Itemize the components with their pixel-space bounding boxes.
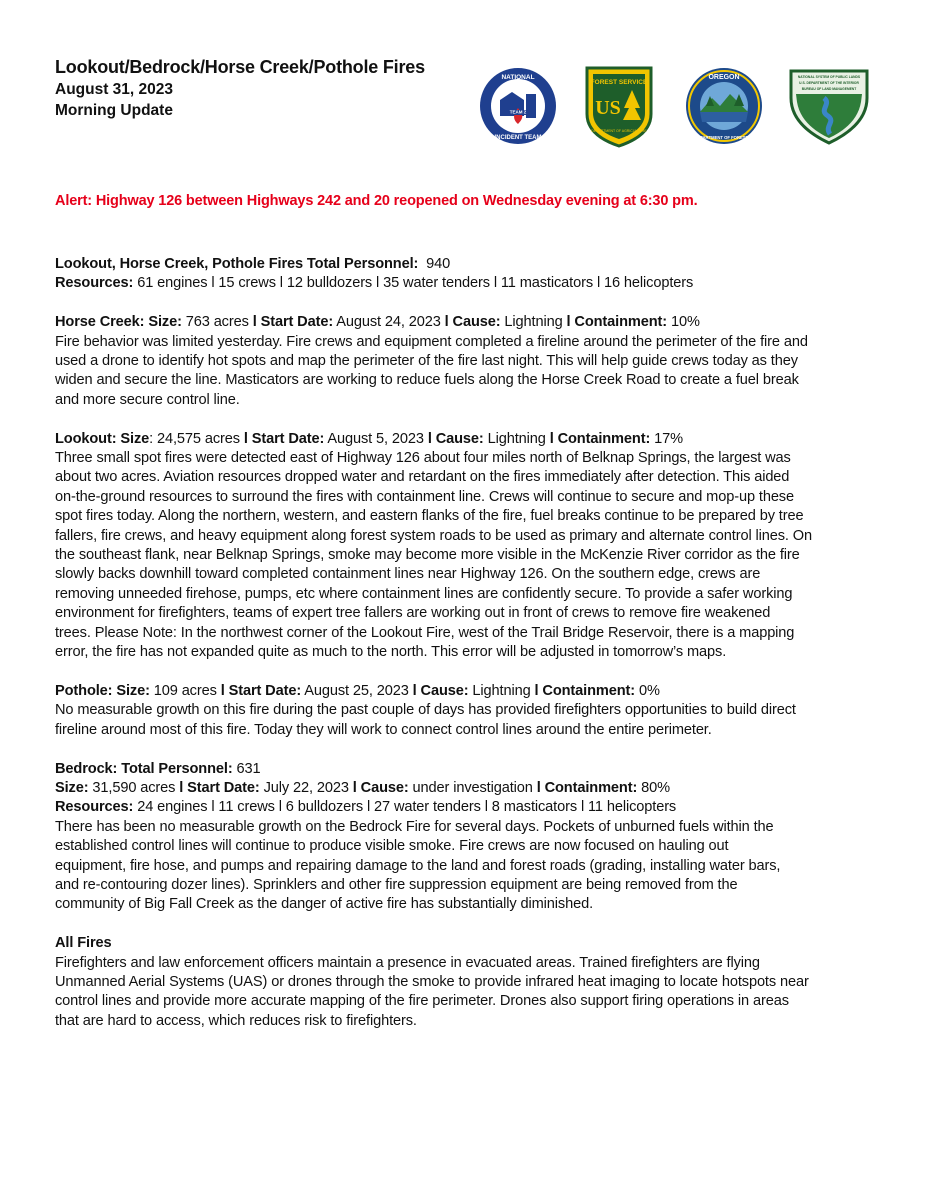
stat-label: Cause: <box>360 779 409 796</box>
bedrock-stats <box>55 779 875 798</box>
svg-text:DEPARTMENT OF AGRICULTURE: DEPARTMENT OF AGRICULTURE <box>591 129 647 133</box>
forest-service-logo <box>583 64 655 148</box>
stat-label: Cause: <box>420 682 469 699</box>
svg-text:BUREAU OF LAND MANAGEMENT: BUREAU OF LAND MANAGEMENT <box>801 87 857 91</box>
separator: l <box>412 682 417 699</box>
bedrock-cause: under investigation <box>412 779 533 796</box>
svg-text:DEPARTMENT OF FORESTRY: DEPARTMENT OF FORESTRY <box>694 135 754 140</box>
lookout-line: removing unneeded firehose, pumps, etc where containment lines are confidently secure. To provide a safer working <box>55 585 793 602</box>
separator: l <box>179 779 184 796</box>
agency-logos <box>478 66 873 146</box>
lookout-line: Three small spot fires were detected east of Highway 126 about four miles north of Belknap Springs, the largest was <box>55 450 791 467</box>
bedrock-size: 31,590 acres <box>92 779 176 796</box>
svg-text:INCIDENT TEAM: INCIDENT TEAM <box>494 135 542 141</box>
stat-label: Size: <box>116 682 150 699</box>
stat-label: Containment: <box>542 682 636 699</box>
stat-label: Size: <box>55 779 89 796</box>
lookout-line: on-the-ground resources to surround the fires with containment line. Crews will continue to secure and mop-up these <box>55 488 794 505</box>
stat-label: Containment: <box>544 779 638 796</box>
lookout-line: spot fires today. Along the northern, western, and eastern flanks of the fire, fuel breaks continue to be prepared by tree <box>55 508 804 525</box>
separator: l <box>444 314 449 331</box>
lookout-line: trees. Please Note: In the northwest corner of the Lookout Fire, west of the Trail Bridge Reservoir, there is a mapping <box>55 624 795 641</box>
lookout-stats <box>55 430 875 449</box>
separator: l <box>352 779 357 796</box>
document-edition: Morning Update <box>55 102 173 119</box>
stat-label: Start Date: <box>187 779 260 796</box>
all-fires-line: Firefighters and law enforcement officers maintain a presence in evacuated areas. Trained firefighters are flying <box>55 954 760 971</box>
oregon-department-of-forestry-logo <box>684 66 764 146</box>
pothole-cause: Lightning <box>472 682 531 699</box>
bedrock-resources <box>55 798 875 817</box>
fire-update-content <box>55 255 875 1031</box>
stat-label: Start Date: <box>260 314 334 331</box>
lookout-size: : 24,575 acres <box>149 430 240 447</box>
bureau-of-land-management-logo <box>788 68 870 146</box>
stat-label: Cause: <box>452 314 501 331</box>
horse-creek-start-date: August 24, 2023 <box>336 314 441 331</box>
svg-text:NATIONAL: NATIONAL <box>501 74 535 81</box>
separator: l <box>536 779 541 796</box>
bedrock-line: There has been no measurable growth on the Bedrock Fire for several days. Pockets of unburned fuels within the <box>55 818 774 835</box>
separator: l <box>534 682 539 699</box>
all-fires-heading <box>55 934 875 953</box>
pothole-name: Pothole: <box>55 682 113 699</box>
national-incident-team-logo <box>478 66 558 146</box>
road-alert: Alert: Highway 126 between Highways 242 and 20 reopened on Wednesday evening at 6:30 pm. <box>55 193 698 209</box>
all-fires-line: that are hard to access, which reduces risk to firefighters. <box>55 1012 417 1029</box>
svg-text:OREGON: OREGON <box>708 74 740 81</box>
lookout-line: slowly backs downhill toward completed containment lines near Highway 126. On the southern edge, crews are <box>55 566 761 583</box>
lookout-line: the southeast flank, near Belknap Springs, smoke may become more visible in the McKenzie River corridor as the fire <box>55 547 800 564</box>
pothole-start-date: August 25, 2023 <box>304 682 409 699</box>
stat-label: Containment: <box>574 314 668 331</box>
horse-creek-containment: 10% <box>670 314 700 331</box>
document-header <box>55 56 425 121</box>
bedrock-line: community of Big Fall Creek as the danger of active fire has substantially diminished. <box>55 896 594 913</box>
lookout-line: about two acres. Aviation resources dropped water and retardant on the fires immediately after detection. This aided <box>55 469 790 486</box>
lookout-cause: Lightning <box>487 430 546 447</box>
bedrock-start-date: July 22, 2023 <box>263 779 349 796</box>
lookout-containment: 17% <box>654 430 683 447</box>
bedrock-line: and re-contouring dozer lines). Sprinklers and other fire suppression equipment are being removed from the <box>55 876 738 893</box>
separator: l <box>252 314 257 331</box>
document-title: Lookout/Bedrock/Horse Creek/Pothole Fires <box>55 57 425 77</box>
separator: l <box>427 430 432 447</box>
summary-personnel-value: 940 <box>426 256 451 272</box>
bedrock-containment: 80% <box>641 779 670 796</box>
horse-creek-cause: Lightning <box>504 314 563 331</box>
all-fires-line: Unmanned Aerial Systems (UAS) or drones through the smoke to provide infrared heat imaging to locate hotspots near <box>55 973 809 990</box>
horse-creek-stats <box>55 313 875 332</box>
separator: l <box>220 682 225 699</box>
lookout-line: error, the fire has not expanded quite as much to the north. This error will be adjusted in tomorrow’s maps. <box>55 644 727 661</box>
pothole-containment: 0% <box>638 682 660 699</box>
pothole-size: 109 acres <box>153 682 217 699</box>
horse-creek-size: 763 acres <box>185 314 249 331</box>
lookout-start-date: August 5, 2023 <box>327 430 424 447</box>
horse-creek-line: used a drone to identify hot spots and map the perimeter of the fire last night. This will help guide crews today as they <box>55 353 798 370</box>
summary-resources-value: 61 engines l 15 crews l 12 bulldozers l 35 water tenders l 11 masticators l 16 helicopters <box>137 275 694 292</box>
bedrock-personnel <box>55 760 875 779</box>
document-date: August 31, 2023 <box>55 81 174 98</box>
pothole-stats <box>55 682 875 701</box>
horse-creek-name: Horse Creek: <box>55 314 145 331</box>
svg-text:TEAM 2: TEAM 2 <box>509 109 527 115</box>
separator: l <box>566 314 571 331</box>
summary-personnel-label: Lookout, Horse Creek, Pothole Fires Total Personnel: <box>55 256 419 272</box>
lookout-name: Lookout: <box>55 430 117 447</box>
horse-creek-line: Fire behavior was limited yesterday. Fire crews and equipment completed a fireline around the perimeter of the fire and <box>55 333 808 350</box>
pothole-line: No measurable growth on this fire during the past couple of days has provided firefighters opportunities to build direct <box>55 702 796 719</box>
stat-label: Size: <box>148 314 182 331</box>
svg-text:FOREST SERVICE: FOREST SERVICE <box>590 79 648 86</box>
svg-text:U.S. DEPARTMENT OF THE INTERIO: U.S. DEPARTMENT OF THE INTERIOR <box>799 81 859 85</box>
stat-label: Start Date: <box>251 430 325 447</box>
stat-label: Start Date: <box>228 682 302 699</box>
all-fires-line: control lines and provide more accurate mapping of the fire perimeter. Drones also support firing operations in areas <box>55 993 789 1010</box>
summary-resources <box>55 274 875 293</box>
bedrock-line: equipment, fire hose, and pumps and repairing damage to the land and forest roads (grading, installing water bars, <box>55 857 781 874</box>
bedrock-line: established control lines will continue to produce visible smoke. Fire crews are now focused on hauling out <box>55 838 729 855</box>
svg-text:US: US <box>595 97 621 119</box>
lookout-line: environment for firefighters, teams of expert tree fallers are working out in front of crews to remove fire weakened <box>55 605 771 622</box>
svg-text:NATIONAL SYSTEM OF PUBLIC LAND: NATIONAL SYSTEM OF PUBLIC LANDS <box>797 75 861 79</box>
stat-label: Containment: <box>557 430 651 447</box>
bedrock-resources-value: 24 engines l 11 crews l 6 bulldozers l 27 water tenders l 8 masticators l 11 helicopters <box>137 799 677 816</box>
pothole-line: fireline around most of this fire. Today they will work to connect control lines around the entire perimeter. <box>55 721 712 738</box>
lookout-line: fallers, fire crews, and heavy equipment along forest system roads to be used as primary and alternate control lines. On <box>55 527 813 544</box>
bedrock-resources-label: Resources: <box>55 799 134 816</box>
stat-label: Size <box>120 430 150 447</box>
bedrock-name: Bedrock: Total Personnel: <box>55 760 233 777</box>
horse-creek-line: widen and secure the line. Masticators are working to reduce fuels along the Horse Creek Road to create a fuel break <box>55 372 799 389</box>
bedrock-personnel-value: 631 <box>236 760 261 777</box>
horse-creek-line: and more secure control line. <box>55 391 240 408</box>
summary-personnel <box>55 255 875 274</box>
stat-label: Cause: <box>435 430 484 447</box>
all-fires-heading-text: All Fires <box>55 935 112 952</box>
separator: l <box>549 430 554 447</box>
summary-resources-label: Resources: <box>55 275 134 292</box>
separator: l <box>243 430 248 447</box>
